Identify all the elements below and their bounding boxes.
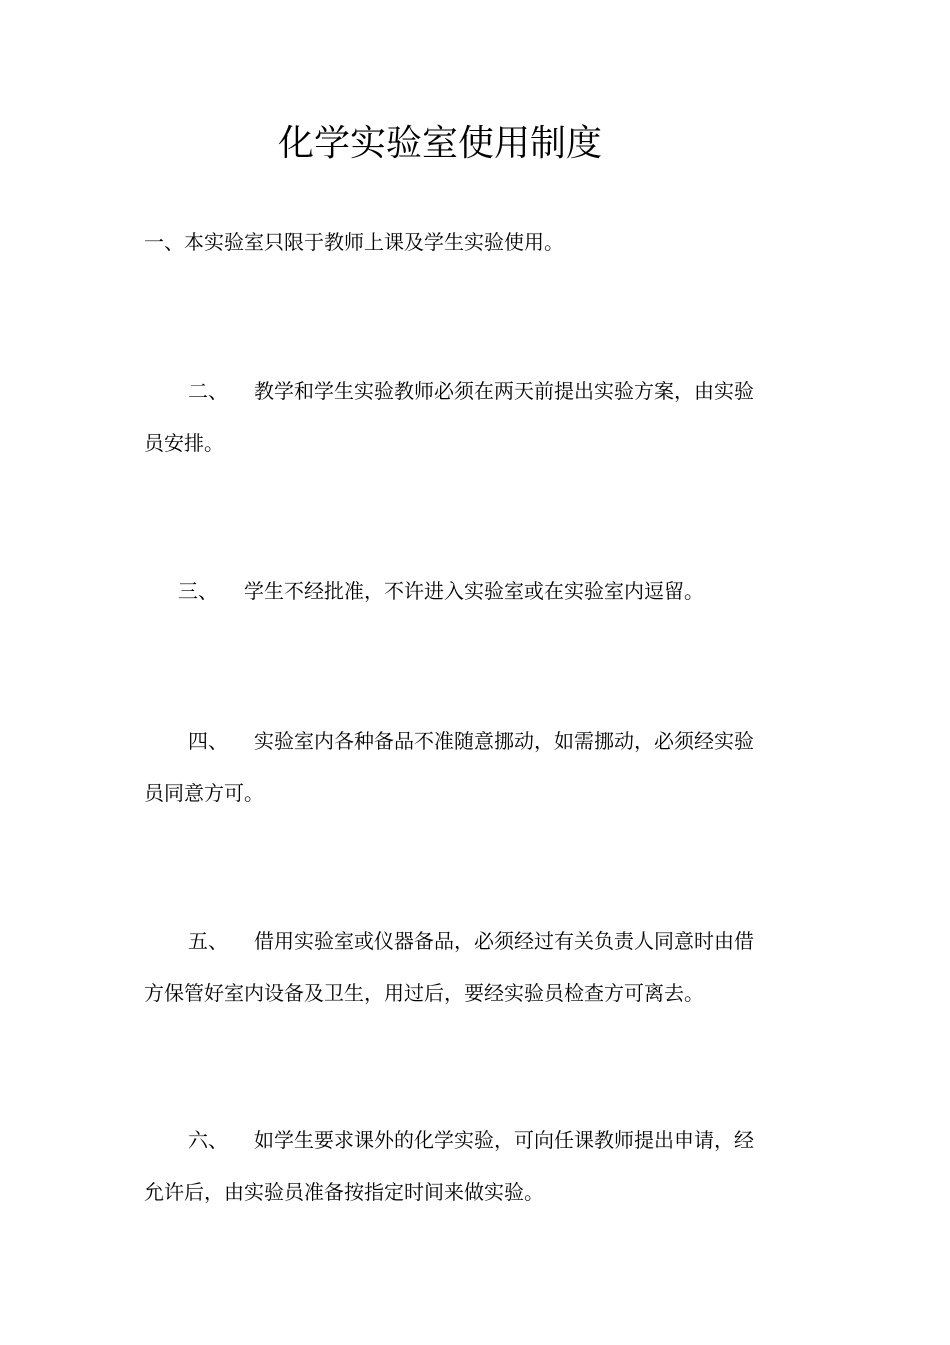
rule-4-text-line-2: 员同意方可。: [144, 781, 264, 805]
rule-6-text-line-2: 允许后，由实验员准备按指定时间来做实验。: [144, 1180, 544, 1204]
rule-2-text-line-1: 教学和学生实验教师必须在两天前提出实验方案，由实验: [254, 379, 754, 403]
rule-1: [144, 216, 769, 268]
rule-5-text-line-2: 方保管好室内设备及卫生，用过后，要经实验员检查方可离去。: [144, 981, 704, 1005]
rule-1-text-line-1: 本实验室只限于教师上课及学生实验使用。: [184, 230, 564, 254]
rule-6: [144, 1114, 769, 1218]
rule-1-number: 一、: [144, 230, 184, 254]
rule-6-text-line-1: 如学生要求课外的化学实验，可向任课教师提出申请，经: [254, 1128, 754, 1152]
rule-5-text-line-1: 借用实验室或仪器备品，必须经过有关负责人同意时由借: [254, 929, 754, 953]
page-title: 化学实验室使用制度: [277, 123, 602, 164]
rule-5: [144, 915, 769, 1019]
rule-2-text-line-2: 员安排。: [144, 431, 224, 455]
rule-2: [144, 365, 769, 469]
rule-3-number: 三、: [178, 579, 218, 603]
rule-4-text-line-1: 实验室内各种备品不准随意挪动，如需挪动，必须经实验: [254, 729, 754, 753]
rule-3: [144, 565, 769, 617]
rule-4: [144, 715, 769, 819]
rule-3-text-line-1: 学生不经批准，不许进入实验室或在实验室内逗留。: [244, 579, 704, 603]
rule-6-number: 六、: [188, 1128, 228, 1152]
rule-4-number: 四、: [188, 729, 228, 753]
rule-5-number: 五、: [188, 929, 228, 953]
rule-2-number: 二、: [188, 379, 228, 403]
